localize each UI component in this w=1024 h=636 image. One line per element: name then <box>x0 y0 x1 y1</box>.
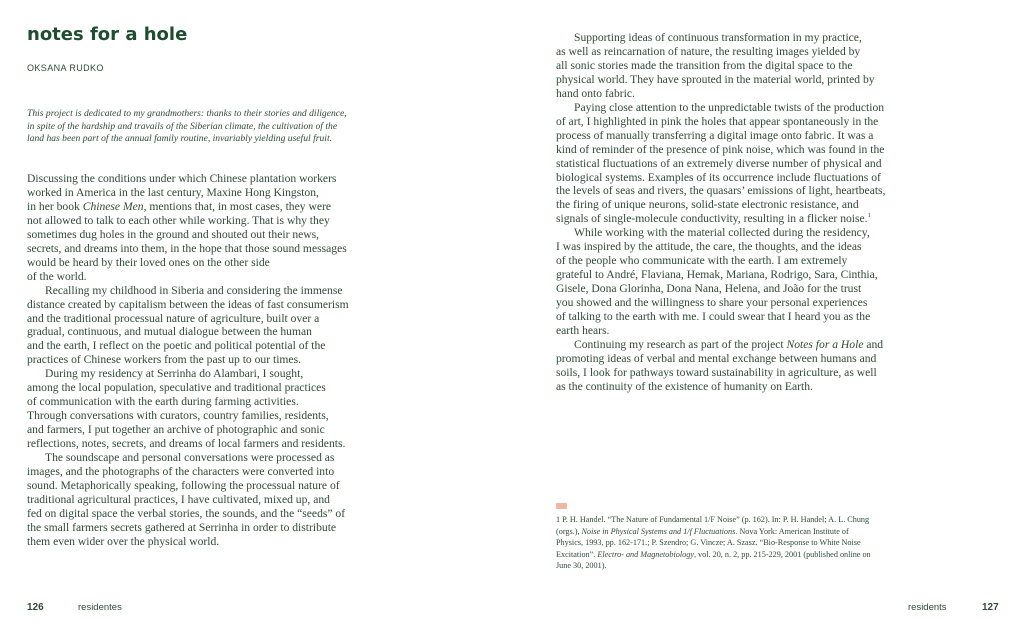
body-line: the small farmers secrets gathered at Serrinha in order to distribute <box>27 520 337 534</box>
footnote-book-title: Noise in Physical Systems and 1/f Fluctuations <box>581 526 736 536</box>
body-line: the levels of seas and rivers, the quasars’ emissions of light, heartbeats, <box>556 184 886 198</box>
running-head-left: residentes <box>78 602 122 613</box>
body-line: grateful to André, Flaviana, Hemak, Mariana, Rodrigo, Sara, Cinthia, <box>556 268 878 282</box>
body-text: in her book <box>27 199 83 213</box>
body-line: biological systems. Examples of its occurrence include fluctuations of <box>556 170 881 184</box>
body-line: Recalling my childhood in Siberia and considering the immense <box>45 283 343 297</box>
body-line: and farmers, I put together an archive of photographic and sonic <box>27 423 325 437</box>
body-line: them even wider over the physical world. <box>27 534 220 548</box>
body-line: physical world. They have sprouted in the material world, printed by <box>556 72 875 86</box>
dedication-line: land has been part of the annual family routine, invariably yielding useful fruit. <box>27 133 333 144</box>
body-line: process of manually transferring a digital image onto fabric. It was a <box>556 128 874 142</box>
footnote-line <box>556 549 928 561</box>
body-line: statistical fluctuations of an extremely diverse number of physical and <box>556 156 882 170</box>
body-line <box>556 338 928 352</box>
article-title: notes for a hole <box>27 24 188 45</box>
body-line: practices of Chinese workers from the past up to our times. <box>27 353 301 367</box>
body-line: worked in America in the last century, Maxine Hong Kingston, <box>27 185 319 199</box>
body-line: would be heard by their loved ones on the other side <box>27 255 270 269</box>
body-line: of art, I highlighted in pink the holes that appear spontaneously in the <box>556 114 879 128</box>
body-line: soils, I look for pathways toward sustainability in agriculture, as well <box>556 365 877 379</box>
footnote-line <box>556 526 928 538</box>
body-line: the firing of unique neurons, solid-state electronic resistance, and <box>556 198 859 212</box>
body-line: I was inspired by the attitude, the care, the thoughts, and the ideas <box>556 240 862 254</box>
body-line: of talking to the earth with me. I could swear that I heard you as the <box>556 310 871 324</box>
dedication-line: in spite of the hardship and travails of the Siberian climate, the cultivation of the <box>27 120 338 132</box>
body-line: of the people who communicate with the earth. I am extremely <box>556 254 848 268</box>
body-line: During my residency at Serrinha do Alambari, I sought, <box>45 367 304 381</box>
body-line: you showed and the willingness to share your personal experiences <box>556 296 868 310</box>
right-body-text <box>556 31 928 394</box>
footnote-line: Physics, 1993, pp. 162-171.; P. Szendro; G. Vincze; A. Szasz. “Bio-Response to White Noise <box>556 538 861 548</box>
book-title: Chinese Men <box>82 199 144 213</box>
footnote-text: , vol. 20, n. 2, pp. 215-229, 2001 (published online on <box>693 549 871 559</box>
footnote-journal-title: Electro- and Magnetobiology <box>597 549 694 559</box>
body-line <box>27 200 399 214</box>
body-line: fed on digital space the verbal stories, the sounds, and the “seeds” of <box>27 506 346 520</box>
page-number-right: 127 <box>982 602 999 613</box>
author-name: OKSANA RUDKO <box>27 63 104 73</box>
footnote <box>556 514 928 572</box>
body-line: of the world. <box>27 269 87 283</box>
body-text: signals of single-molecule conductivity, resulting in a flicker noise. <box>556 212 868 226</box>
body-line: gradual, continuous, and mutual dialogue between the human <box>27 325 312 339</box>
body-line: secrets, and dreams into them, in the hope that those sound messages <box>27 241 347 255</box>
body-line: traditional agricultural practices, I have cultivated, mixed up, and <box>27 492 330 506</box>
footnote-reference: 1 <box>867 212 871 220</box>
footnote-text: . Nova York: American Institute of <box>735 526 849 536</box>
dedication <box>27 108 399 146</box>
body-text: Continuing my research as part of the project <box>574 337 787 351</box>
footnote-text: (orgs.), <box>556 526 582 536</box>
body-line: as well as reincarnation of nature, the resulting images yielded by <box>556 44 861 58</box>
body-line: and the traditional processual nature of agriculture, built over a <box>27 311 320 325</box>
body-line: sometimes dug holes in the ground and shouted out their news, <box>27 227 320 241</box>
body-line: Discussing the conditions under which Chinese plantation workers <box>27 172 337 185</box>
footnote-marker <box>556 503 567 509</box>
footnote-text: Excitation”. <box>556 549 598 559</box>
body-text: and <box>863 337 884 351</box>
body-line: Through conversations with curators, country families, residents, <box>27 409 329 423</box>
running-head-right: residents <box>908 602 947 613</box>
body-line: Supporting ideas of continuous transformation in my practice, <box>574 31 862 44</box>
body-line: and the earth, I reflect on the poetic and political potential of the <box>27 339 326 353</box>
project-title: Notes for a Hole <box>786 337 864 351</box>
right-page <box>512 0 1024 636</box>
left-body-text <box>27 172 399 549</box>
body-line: sound. Metaphorically speaking, following the processual nature of <box>27 478 340 492</box>
body-line: reflections, notes, secrets, and dreams of local farmers and residents. <box>27 437 346 451</box>
footnote-line: June 30, 2001). <box>556 561 607 571</box>
body-line: promoting ideas of verbal and mental exchange between humans and <box>556 351 877 365</box>
body-line: as the continuity of the existence of humanity on Earth. <box>556 379 813 393</box>
body-line: images, and the photographs of the characters were converted into <box>27 465 335 479</box>
body-line: While working with the material collected during the residency, <box>574 226 870 240</box>
body-line: hand onto fabric. <box>556 86 635 100</box>
body-line: all sonic stories made the transition from the digital space to the <box>556 58 853 72</box>
body-line: Paying close attention to the unpredictable twists of the production <box>574 100 885 114</box>
body-line: not allowed to talk to each other while working. That is why they <box>27 213 330 227</box>
dedication-line: This project is dedicated to my grandmothers: thanks to their stories and diligence, <box>27 108 347 119</box>
body-line: among the local population, speculative and traditional practices <box>27 381 326 395</box>
body-line: Gisele, Dona Glorinha, Dona Nana, Helena, and João for the trust <box>556 282 862 296</box>
body-text: , mentions that, in most cases, they were <box>143 199 331 213</box>
body-line <box>556 212 928 226</box>
body-line: earth hears. <box>556 324 610 338</box>
body-line: of communication with the earth during farming activities. <box>27 395 299 409</box>
footnote-line: 1 P. H. Handel. “The Nature of Fundamental 1/F Noise” (p. 162). In: P. H. Handel; A. L. Chung <box>556 515 870 524</box>
page-number-left: 126 <box>27 602 44 613</box>
body-line: kind of reminder of the presence of pink noise, which was found in the <box>556 142 885 156</box>
body-line: The soundscape and personal conversations were processed as <box>45 451 335 465</box>
body-line: distance created by capitalism between the ideas of fast consumerism <box>27 297 349 311</box>
